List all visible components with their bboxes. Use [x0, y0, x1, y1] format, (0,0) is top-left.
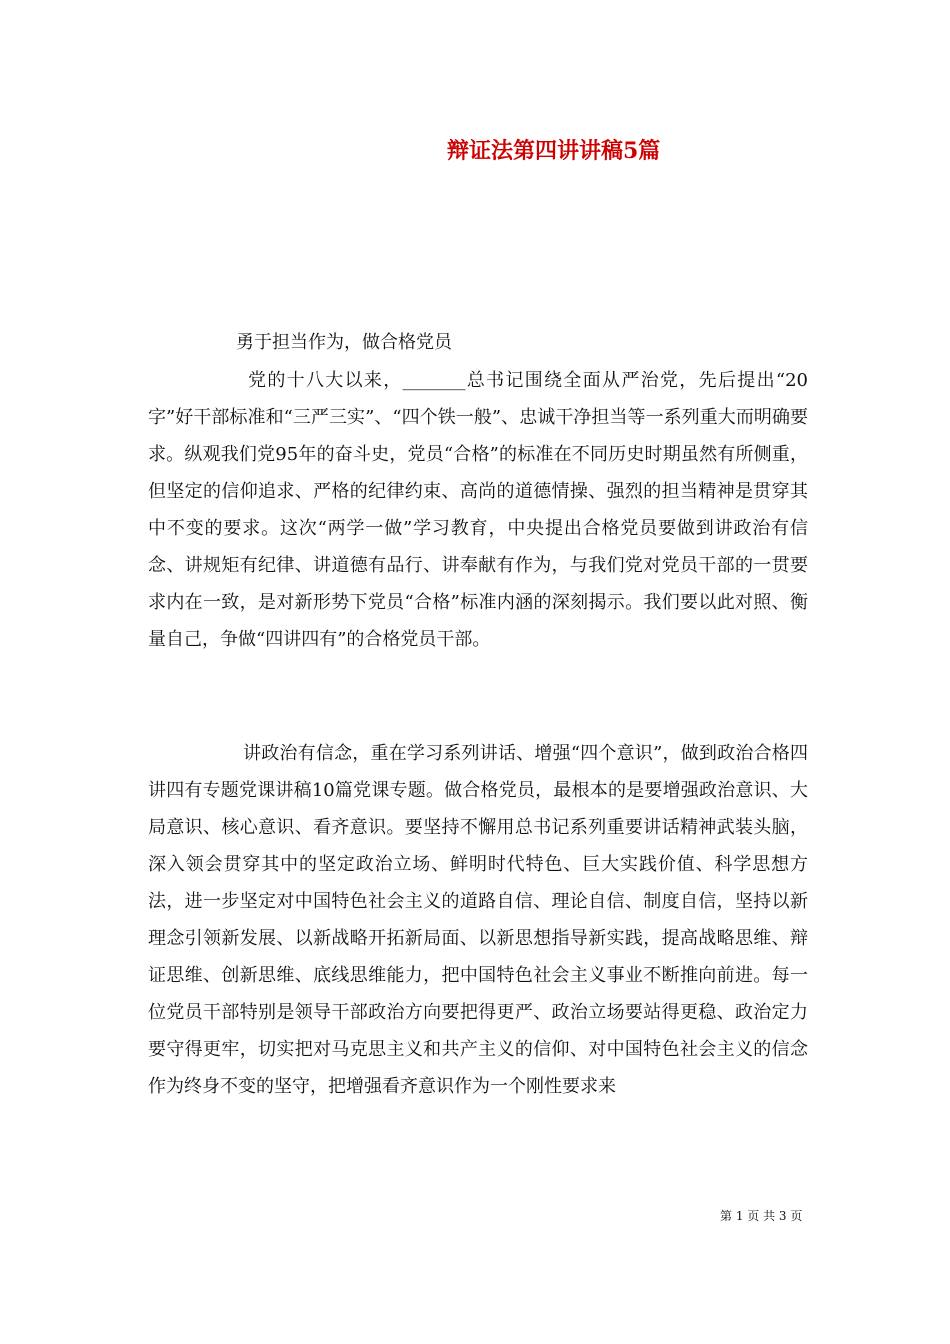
page-number-footer: 第 1 页 共 3 页: [720, 1209, 803, 1223]
document-title: 辩证法第四讲讲稿5篇: [447, 138, 661, 164]
body-paragraph-2: 讲政治有信念，重在学习系列讲话、增强“四个意识”，做到政治合格四讲四有专题党课讲稿10篇党课专题。做合格党员，最根本的是要增强政治意识、大局意识、核心意识、看齐意识。要坚持不懈用总书记系列重要讲话精神武装头脑，深入领会贯穿其中的坚定政治立场、鲜明时代特色、巨大实践价值、科学思想方法，进一步坚定对中国特色社会主义的道路自信、理论自信、制度自信，坚持以新理念引领新发展、以新战略开拓新局面、以新思想指导新实践，提高战略思维、辩证思维、创新思维、底线思维能力，把中国特色社会主义事业不断推向前进。每一位党员干部特别是领导干部政治方向要把得更严、政治立场要站得更稳、政治定力要守得更牢，切实把对马克思主义和共产主义的信仰、对中国特色社会主义的信念作为终身不变的坚守，把增强看齐意识作为一个刚性要求来: [148, 743, 808, 1097]
body-paragraph-1: 党的十八大以来，_______总书记围绕全面从严治党，先后提出“20字”好干部标准和“三严三实”、“四个铁一般”、忠诚干净担当等一系列重大而明确要求。纵观我们党95年的奋斗史，党员“合格”的标准在不同历史时期虽然有所侧重，但坚定的信仰追求、严格的纪律约束、高尚的道德情操、强烈的担当精神是贯穿其中不变的要求。这次“两学一做”学习教育，中央提出合格党员要做到讲政治有信念、讲规矩有纪律、讲道德有品行、讲奉献有作为，与我们党对党员干部的一贯要求内在一致，是对新形势下党员“合格”标准内涵的深刻揭示。我们要以此对照、衡量自己，争做“四讲四有”的合格党员干部。: [148, 370, 808, 650]
section-heading: 勇于担当作为，做合格党员: [236, 332, 452, 353]
